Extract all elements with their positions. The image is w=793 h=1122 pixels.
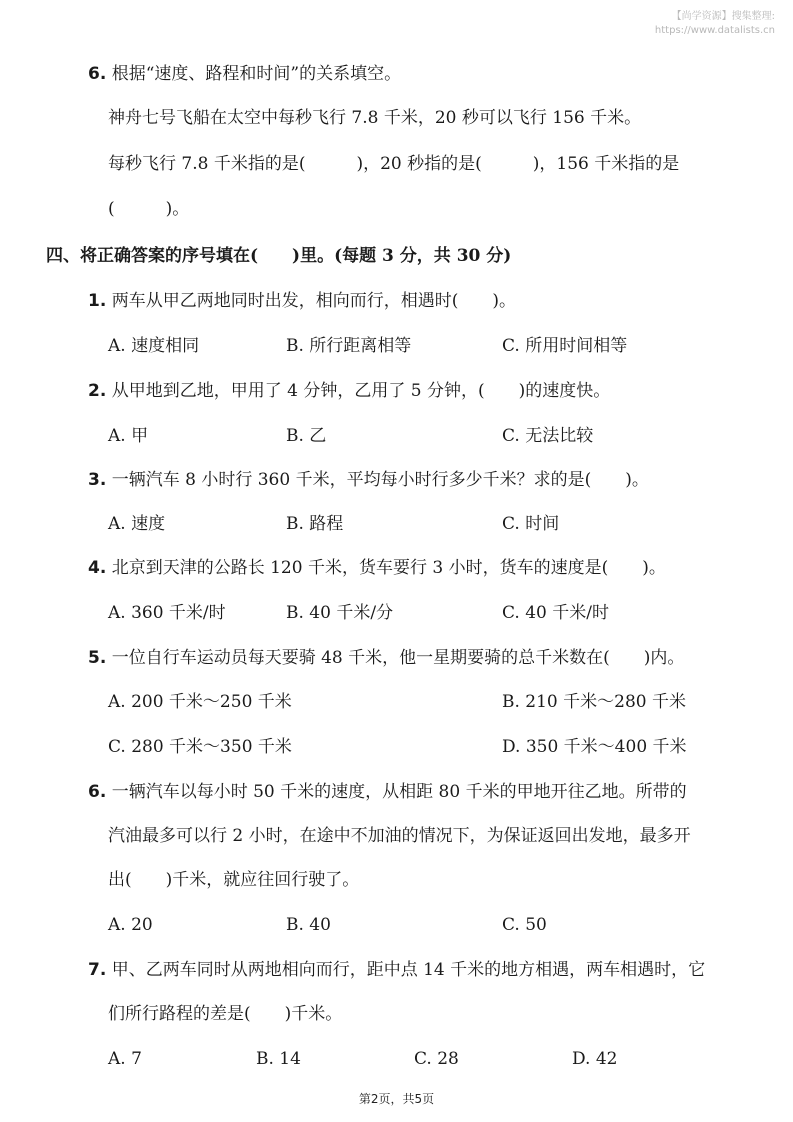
option-c: C. 40 千米/时 (502, 603, 609, 623)
question-5 (88, 646, 684, 670)
watermark-line1: 【尚学资源】搜集整理: (671, 11, 775, 22)
question-text: 一辆汽车以每小时 50 千米的速度，从相距 80 千米的甲地开往乙地。所带的 (111, 782, 687, 802)
option-a: A. 速度 (108, 514, 166, 534)
watermark (655, 10, 775, 38)
fill-q6-line3: ( )。 (108, 199, 190, 219)
question-6-line3: 出( )千米，就应往回行驶了。 (108, 870, 360, 890)
question-3 (88, 468, 649, 492)
question-text: 北京到天津的公路长 120 千米，货车要行 3 小时，货车的速度是( )。 (111, 558, 666, 578)
question-2 (88, 379, 610, 403)
question-number: 7. (88, 960, 107, 980)
option-a: A. 20 (108, 915, 153, 935)
question-6-line2: 汽油最多可以行 2 小时，在途中不加油的情况下，为保证返回出发地，最多开 (108, 826, 691, 846)
watermark-line2: https://www.datalists.cn (654, 25, 775, 36)
question-number: 2. (88, 381, 107, 401)
option-d: D. 350 千米～400 千米 (502, 737, 687, 757)
question-7 (88, 958, 705, 982)
option-b: B. 乙 (286, 426, 327, 446)
question-number: 6. (88, 64, 107, 84)
option-c: C. 28 (414, 1049, 459, 1069)
question-number: 3. (88, 470, 107, 490)
option-b: B. 40 (286, 915, 331, 935)
question-number: 1. (88, 291, 107, 311)
option-a: A. 7 (108, 1049, 142, 1069)
question-text: 从甲地到乙地，甲用了 4 分钟，乙用了 5 分钟，( )的速度快。 (111, 381, 611, 401)
option-c: C. 所用时间相等 (502, 336, 628, 356)
question-text: 一辆汽车 8 小时行 360 千米，平均每小时行多少千米？求的是( )。 (111, 470, 649, 490)
option-c: C. 50 (502, 915, 547, 935)
option-b: B. 40 千米/分 (286, 603, 394, 623)
option-b: B. 210 千米～280 千米 (502, 692, 687, 712)
option-b: B. 14 (256, 1049, 301, 1069)
question-number: 5. (88, 648, 107, 668)
question-4 (88, 556, 666, 580)
fill-q6-line2: 每秒飞行 7.8 千米指的是( )，20 秒指的是( )，156 千米指的是 (108, 154, 680, 174)
option-a: A. 360 千米/时 (108, 603, 226, 623)
option-c: C. 时间 (502, 514, 560, 534)
option-a: A. 速度相同 (108, 336, 200, 356)
question-number: 6. (88, 782, 107, 802)
question-text: 两车从甲乙两地同时出发，相向而行，相遇时( )。 (111, 291, 516, 311)
question-text: 一位自行车运动员每天要骑 48 千米，他一星期要骑的总千米数在( )内。 (111, 648, 685, 668)
option-d: D. 42 (572, 1049, 618, 1069)
option-c: C. 280 千米～350 千米 (108, 737, 292, 757)
option-a: A. 200 千米～250 千米 (108, 692, 292, 712)
question-text: 根据“速度、路程和时间”的关系填空。 (111, 64, 402, 84)
section-title: 四、将正确答案的序号填在( )里。(每题 3 分，共 30 分) (46, 246, 512, 266)
question-7-line2: 们所行路程的差是( )千米。 (108, 1004, 343, 1024)
question-number: 4. (88, 558, 107, 578)
fill-q6-title (88, 62, 401, 86)
page-footer: 第2页，共5页 (358, 1092, 435, 1106)
question-text: 甲、乙两车同时从两地相向而行，距中点 14 千米的地方相遇，两车相遇时，它 (111, 960, 706, 980)
option-b: B. 路程 (286, 514, 344, 534)
option-a: A. 甲 (108, 426, 149, 446)
fill-q6-line1: 神舟七号飞船在太空中每秒飞行 7.8 千米，20 秒可以飞行 156 千米。 (108, 108, 642, 128)
option-c: C. 无法比较 (502, 426, 594, 446)
question-6 (88, 780, 687, 804)
option-b: B. 所行距离相等 (286, 336, 412, 356)
question-1 (88, 289, 516, 313)
